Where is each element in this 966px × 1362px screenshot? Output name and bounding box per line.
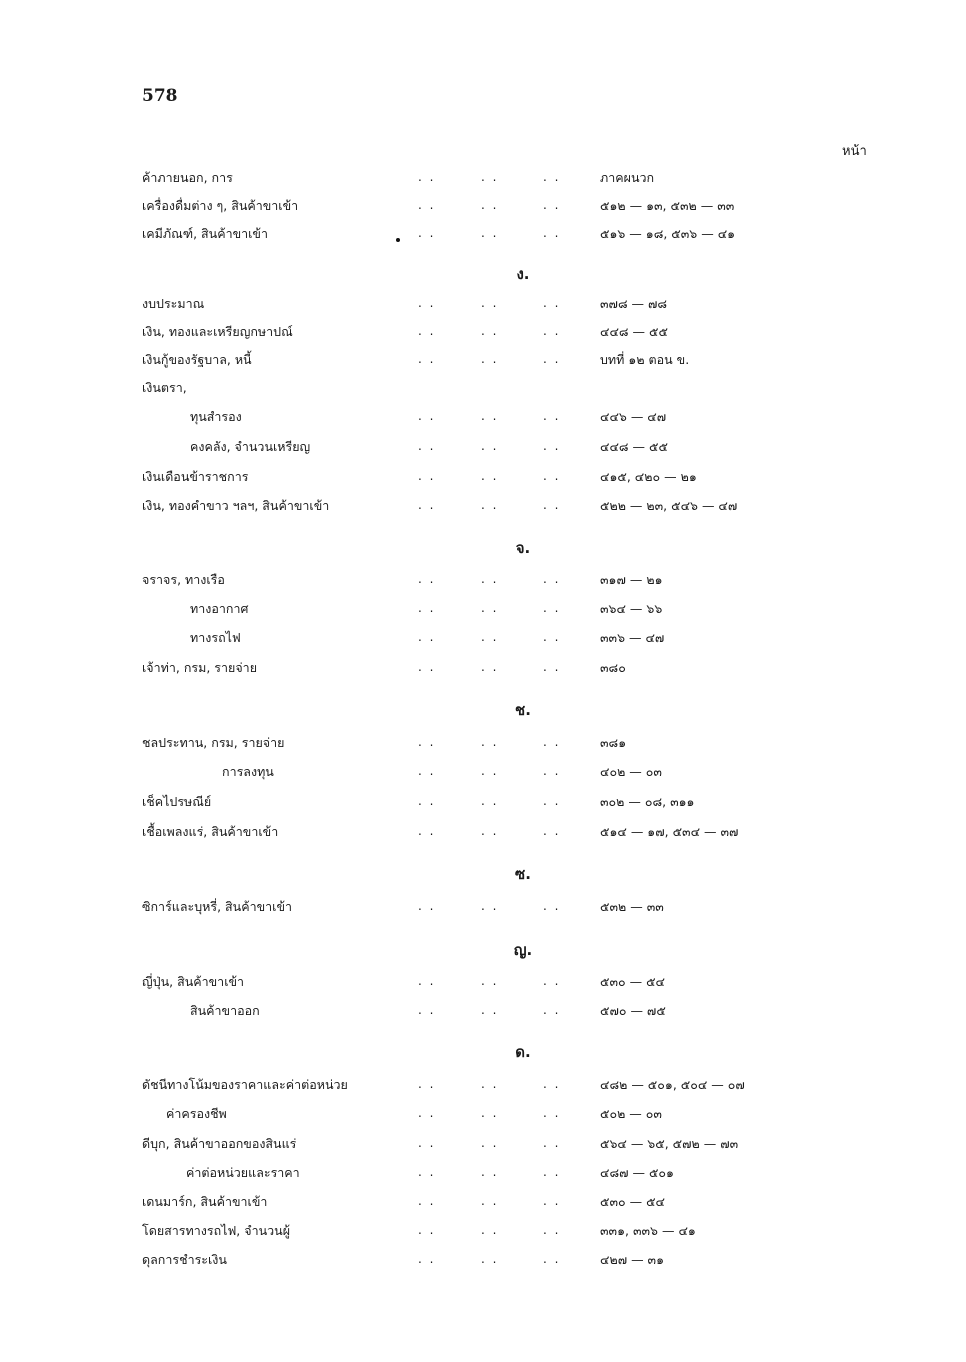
index-entry: งบประมาณ . . . . . . ๓๗๘ — ๗๘: [0, 292, 966, 316]
index-entry: เชื้อเพลงแร่, สินค้าขาเข้า . . . . . . ๕๑๔ — ๑๗, ๕๓๔ — ๓๗: [0, 820, 966, 844]
ink-speck: [396, 238, 400, 242]
entry-term: ค่าครองชีพ: [166, 1106, 227, 1121]
entry-pages: ๓๐๒ — ๐๘, ๓๑๑: [600, 794, 695, 809]
entry-pages: ๓๑๗ — ๒๑: [600, 572, 663, 587]
entry-term: คงคลัง, จำนวนเหรียญ: [190, 439, 311, 454]
entry-term: การลงทุน: [222, 764, 274, 779]
entry-pages: ๔๘๒ — ๕๐๑, ๕๐๔ — ๐๗: [600, 1077, 745, 1092]
entry-pages: ๕๖๔ — ๖๕, ๕๗๒ — ๗๓: [600, 1136, 739, 1151]
entry-term: เงินกู้ของรัฐบาล, หนี้: [142, 352, 252, 367]
index-entry: เงินเดือนข้าราชการ . . . . . . ๔๑๕, ๔๒๐ — ๒๑: [0, 465, 966, 489]
entry-term: เงิน, ทองและเหรียญกษาปณ์: [142, 324, 293, 339]
index-entry: ค้าภายนอก, การ . . . . . . ภาคผนวก: [0, 166, 966, 190]
entry-term: งบประมาณ: [142, 296, 205, 311]
index-entry: เงินกู้ของรัฐบาล, หนี้ . . . . . . บทที่ ๑๒ ตอน ข.: [0, 348, 966, 372]
section-letter: ด.: [515, 1043, 531, 1061]
entry-pages: ๔๔๘ — ๕๕: [600, 324, 668, 339]
entry-term: ทางรถไฟ: [190, 630, 241, 645]
entry-term: โดยสารทางรถไฟ, จำนวนผู้: [142, 1223, 291, 1238]
entry-term: เครื่องดื่มต่าง ๆ, สินค้าขาเข้า: [142, 198, 299, 213]
entry-pages: ๓๓๖ — ๔๗: [600, 630, 665, 645]
page-column-heading: หน้า: [842, 144, 867, 159]
index-entry: จราจร, ทางเรือ . . . . . . ๓๑๗ — ๒๑: [0, 568, 966, 592]
entry-pages: ๕๐๒ — ๐๓: [600, 1106, 662, 1121]
entry-pages: ๕๒๒ — ๒๓, ๕๔๖ — ๔๗: [600, 498, 738, 513]
index-entry: โดยสารทางรถไฟ, จำนวนผู้ . . . . . . ๓๓๑, ๓๓๖ — ๔๑: [0, 1219, 966, 1243]
entry-pages: ๕๓๒ — ๓๓: [600, 899, 664, 914]
entry-pages: ๓๘๑: [600, 735, 627, 750]
index-entry: ทุนสำรอง . . . . . . ๔๔๖ — ๔๗: [0, 405, 966, 429]
entry-term: ซิการ์และบุหรี่, สินค้าขาเข้า: [142, 899, 293, 914]
entry-term: เคมีภัณฑ์, สินค้าขาเข้า: [142, 226, 268, 241]
entry-pages: ภาคผนวก: [600, 170, 655, 185]
index-entry: ซิการ์และบุหรี่, สินค้าขาเข้า . . . . . . ๕๓๒ — ๓๓: [0, 895, 966, 919]
index-entry: ค่าต่อหน่วยและราคา . . . . . . ๔๘๗ — ๕๐๑: [0, 1161, 966, 1185]
entry-pages: ๔๘๗ — ๕๐๑: [600, 1165, 674, 1180]
index-entry: ค่าครองชีพ . . . . . . ๕๐๒ — ๐๓: [0, 1102, 966, 1126]
entry-pages: ๔๑๕, ๔๒๐ — ๒๑: [600, 469, 697, 484]
entry-pages: ๕๑๔ — ๑๗, ๕๓๔ — ๓๗: [600, 824, 739, 839]
section-letter: ช.: [515, 701, 531, 719]
index-entry: เจ้าท่า, กรม, รายจ่าย . . . . . . ๓๘๐: [0, 656, 966, 680]
entry-pages: ๔๒๗ — ๓๑: [600, 1252, 665, 1267]
index-entry: เงิน, ทองคำขาว ฯลฯ, สินค้าขาเข้า . . . . . . ๕๒๒ — ๒๓, ๕๔๖ — ๔๗: [0, 494, 966, 518]
entry-pages: ๕๗๐ — ๗๕: [600, 1003, 666, 1018]
entry-pages: ๕๓๐ — ๕๔: [600, 974, 666, 989]
page-number: 578: [142, 86, 178, 106]
index-entry: เงิน, ทองและเหรียญกษาปณ์ . . . . . . ๔๔๘ — ๕๕: [0, 320, 966, 344]
entry-term: เงิน, ทองคำขาว ฯลฯ, สินค้าขาเข้า: [142, 498, 330, 513]
entry-term: เชื้อเพลงแร่, สินค้าขาเข้า: [142, 824, 279, 839]
index-entry: เช็คไปรษณีย์ . . . . . . ๓๐๒ — ๐๘, ๓๑๑: [0, 790, 966, 814]
index-entry: เดนมาร์ก, สินค้าขาเข้า . . . . . . ๕๓๐ — ๕๔: [0, 1190, 966, 1214]
entry-term: ทุนสำรอง: [190, 409, 242, 424]
index-entry: ดีบุก, สินค้าขาออกของสินแร่ . . . . . . ๕๖๔ — ๖๕, ๕๗๒ — ๗๓: [0, 1132, 966, 1156]
index-entry: ดุลการชำระเงิน . . . . . . ๔๒๗ — ๓๑: [0, 1248, 966, 1272]
entry-term: เช็คไปรษณีย์: [142, 794, 212, 809]
entry-term: ดุลการชำระเงิน: [142, 1252, 227, 1267]
entry-pages: ๓๗๘ — ๗๘: [600, 296, 668, 311]
index-entry: ชลประทาน, กรม, รายจ่าย . . . . . . ๓๘๑: [0, 731, 966, 755]
index-entry: การลงทุน . . . . . . ๔๐๒ — ๐๓: [0, 760, 966, 784]
index-entry: เครื่องดื่มต่าง ๆ, สินค้าขาเข้า . . . . . . ๕๑๒ — ๑๓, ๕๓๒ — ๓๓: [0, 194, 966, 218]
entry-term: เจ้าท่า, กรม, รายจ่าย: [142, 660, 258, 675]
entry-pages: ๓๖๔ — ๖๖: [600, 601, 663, 616]
entry-term: เงินเดือนข้าราชการ: [142, 469, 249, 484]
entry-term: เงินตรา,: [142, 380, 187, 395]
index-entry: [0, 376, 966, 400]
entry-term: ชลประทาน, กรม, รายจ่าย: [142, 735, 285, 750]
index-entry: ญี่ปุ่น, สินค้าขาเข้า . . . . . . ๕๓๐ — ๕๔: [0, 970, 966, 994]
entry-term: ทางอากาศ: [190, 601, 249, 616]
entry-term: ค้าภายนอก, การ: [142, 170, 233, 185]
entry-term: เดนมาร์ก, สินค้าขาเข้า: [142, 1194, 268, 1209]
entry-pages: ๕๑๖ — ๑๘, ๕๓๖ — ๔๑: [600, 226, 736, 241]
entry-pages: ๓๘๐: [600, 660, 626, 675]
entry-pages: ๔๔๘ — ๕๕: [600, 439, 668, 454]
section-letter: ซ.: [515, 865, 531, 883]
entry-pages: บทที่ ๑๒ ตอน ข.: [600, 352, 690, 367]
entry-pages: ๓๓๑, ๓๓๖ — ๔๑: [600, 1223, 696, 1238]
index-entry: สินค้าขาออก . . . . . . ๕๗๐ — ๗๕: [0, 999, 966, 1023]
entry-term: สินค้าขาออก: [190, 1003, 260, 1018]
entry-pages: ๕๓๐ — ๕๔: [600, 1194, 666, 1209]
entry-term: ค่าต่อหน่วยและราคา: [186, 1165, 300, 1180]
index-entry: เคมีภัณฑ์, สินค้าขาเข้า . . . . . . ๕๑๖ — ๑๘, ๕๓๖ — ๔๑: [0, 222, 966, 246]
entry-pages: ๕๑๒ — ๑๓, ๕๓๒ — ๓๓: [600, 198, 735, 213]
entry-pages: ๔๔๖ — ๔๗: [600, 409, 667, 424]
entry-pages: ๔๐๒ — ๐๓: [600, 764, 662, 779]
entry-term: ดัชนีทางโน้มของราคาและค่าต่อหน่วย: [142, 1077, 348, 1092]
entry-term: จราจร, ทางเรือ: [142, 572, 225, 587]
index-entry: ดัชนีทางโน้มของราคาและค่าต่อหน่วย . . . . . . ๔๘๒ — ๕๐๑, ๕๐๔ — ๐๗: [0, 1073, 966, 1097]
entry-term: ดีบุก, สินค้าขาออกของสินแร่: [142, 1136, 297, 1151]
index-entry: คงคลัง, จำนวนเหรียญ . . . . . . ๔๔๘ — ๕๕: [0, 435, 966, 459]
entry-term: ญี่ปุ่น, สินค้าขาเข้า: [142, 974, 245, 989]
section-letter: ง.: [516, 265, 530, 283]
index-entry: ทางอากาศ . . . . . . ๓๖๔ — ๖๖: [0, 597, 966, 621]
section-letter: จ.: [515, 539, 531, 557]
index-entry: ทางรถไฟ . . . . . . ๓๓๖ — ๔๗: [0, 626, 966, 650]
section-letter: ญ.: [513, 941, 533, 959]
